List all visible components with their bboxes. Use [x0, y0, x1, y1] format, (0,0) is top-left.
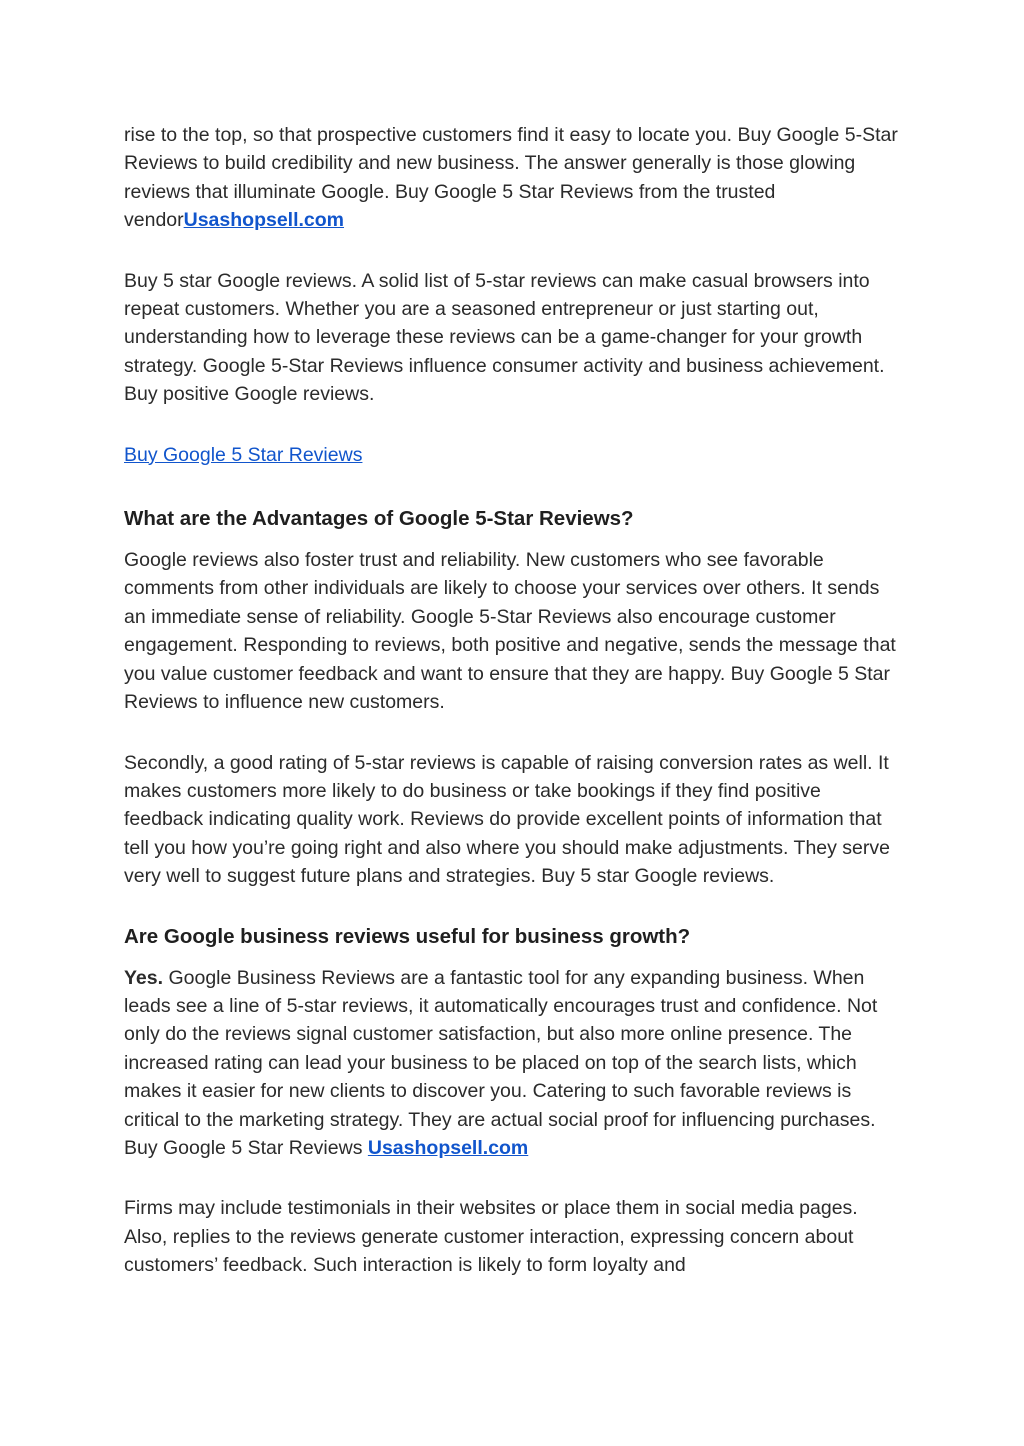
business-growth-paragraph-2: Firms may include testimonials in their websites or place them in social media pages. Also, replies to the reviews generate customer interaction, expressing concern about customers’ feedback. Such interaction is likely to form loyalty and — [124, 1197, 858, 1277]
usashopsell-link-2[interactable]: Usashopsell.com — [367, 1136, 529, 1159]
business-growth-paragraph-1 — [124, 964, 904, 1163]
buy-reviews-paragraph: Buy 5 star Google reviews. A solid list of 5-star reviews can make casual browsers into repeat customers. Whether you are a seasoned entrepreneur or just starting out, understanding how to leverage these reviews can be a game-changer for your growth strategy. Google 5-Star Reviews influence consumer activity and business achievement. Buy positive Google reviews. — [124, 269, 885, 406]
buy-google-5-star-link[interactable]: Buy Google 5 Star Reviews — [124, 443, 363, 466]
advantages-paragraph-1: Google reviews also foster trust and reliability. New customers who see favorable comments from other individuals are likely to choose your services over others. It sends an immediate sense of reliability. Google 5-Star Reviews also encourage customer engagement. Responding to reviews, both positive and negative, sends the message that you value customer feedback and want to ensure that they are happy. Buy Google 5 Star Reviews to influence new customers. — [124, 549, 896, 714]
business-growth-heading: Are Google business reviews useful for business growth? — [124, 924, 691, 948]
document-page — [124, 121, 904, 1280]
yes-lead: Yes. — [124, 966, 164, 989]
intro-paragraph — [124, 121, 904, 235]
business-growth-text: Google Business Reviews are a fantastic tool for any expanding business. When leads see a line of 5-star reviews, it automatically encourages trust and confidence. Not only do the reviews signal customer satisfaction, but also more online presence. The increased rating can lead your business to be placed on top of the search lists, which makes it easier for new clients to discover you. Catering to such favorable reviews is critical to the marketing strategy. They are actual social proof for influencing purchases. Buy Google 5 Star Reviews — [124, 966, 878, 1159]
advantages-paragraph-2: Secondly, a good rating of 5-star reviews is capable of raising conversion rates as well. It makes customers more likely to do business or take bookings if they find positive feedback indicating quality work. Reviews do provide excellent points of information that tell you how you’re going right and also where you should make adjustments. They serve very well to suggest future plans and strategies. Buy 5 star Google reviews. — [124, 751, 890, 888]
advantages-heading: What are the Advantages of Google 5-Star Reviews? — [124, 507, 634, 531]
buy-google-link-line — [124, 441, 904, 469]
intro-text: rise to the top, so that prospective customers find it easy to locate you. Buy Google 5-Star Reviews to build credibility and new business. The answer generally is those glowing reviews that illuminate Google. Buy Google 5 Star Reviews from the trusted vendor — [124, 124, 898, 232]
usashopsell-link[interactable]: Usashopsell.com — [183, 209, 345, 232]
